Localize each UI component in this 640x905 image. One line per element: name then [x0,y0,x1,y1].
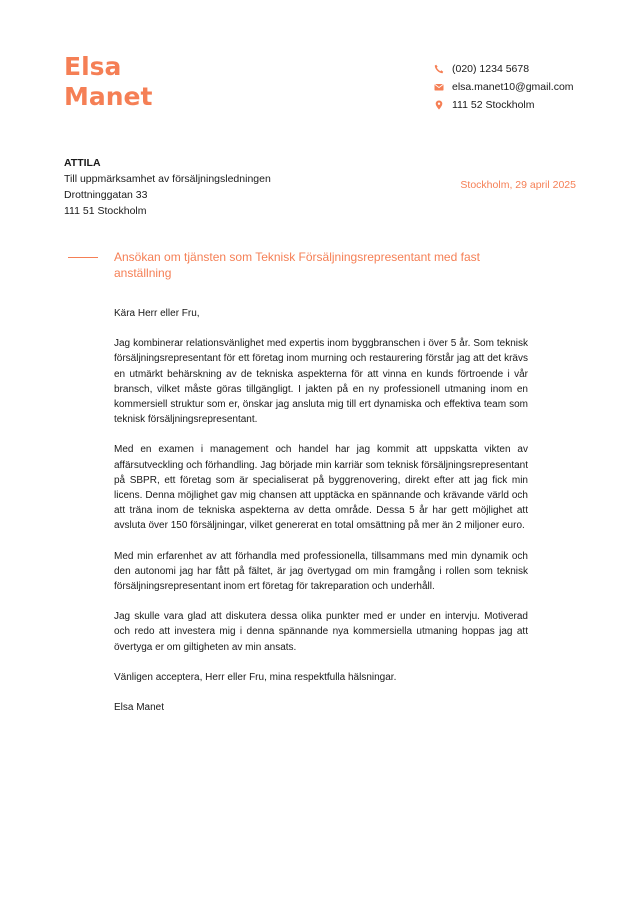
letter-date: Stockholm, 29 april 2025 [460,179,576,191]
recipient-street: Drottninggatan 33 [64,189,148,201]
letter-paragraph-2: Med en examen i management och handel har jag kommit att uppskatta vikten av affärsutveckling och förhandling. Jag började min karriär som teknisk försäljningsrepresentant på SBPR, ett företag som är specialiserat på byggrenovering, direkt efter att jag fick min licens. Denna möjlighet gav mig chansen att upptäcka en spännande och krävande värld och att träna inom de tekniska aspekterna av detta område. Dessa 5 år har gett möjlighet att avsluta över 150 försäljningar, vilket genererat en total omsättning på mer än 2 miljoner euro. [114,444,528,532]
contact-email-row [434,78,574,96]
letter-subject: Ansökan om tjänsten som Teknisk Försäljningsrepresentant med fast anställning [114,250,480,280]
letter-closing: Vänligen acceptera, Herr eller Fru, mina respektfulla hälsningar. [114,671,397,683]
recipient-city: 111 51 Stockholm [64,205,147,217]
recipient-attention: Till uppmärksamhet av försäljningsledningen [64,173,271,185]
contact-address: 111 52 Stockholm [452,99,535,111]
letter-body [114,306,528,715]
sender-first-name: Elsa [64,52,122,81]
letter-greeting: Kära Herr eller Fru, [114,308,200,319]
location-pin-icon [434,100,444,110]
phone-icon [434,64,444,74]
contact-email[interactable]: elsa.manet10@gmail.com [452,81,574,93]
sender-name [64,52,152,112]
recipient-block [64,155,271,219]
contact-address-row [434,96,574,114]
letter-paragraph-4: Jag skulle vara glad att diskutera dessa olika punkter med er under en intervju. Motiverad och redo att investera mig i denna spännande nya kommersiella utmaning hoppas jag att övertyga er om giltigheten av min ansats. [114,611,528,653]
subject-divider [68,257,98,258]
letter-signature: Elsa Manet [114,702,165,714]
letter-paragraph-1: Jag kombinerar relationsvänlighet med expertis inom byggbranschen i över 5 år. Som teknisk försäljningsrepresentant för ett företag inom murning och restaurering förstår jag att det krävs en utmärkt behärskning av de tekniska aspekterna för att vinna en kunds förtroende i vår bransch, vilket måste göras tillgängligt. I jakten på en ny professionell utmaning inom en kommersiell struktur som er, önskar jag ansluta mig till ert dynamiska och effektiva team som teknisk försäljningsrepresentant. [114,338,528,426]
sender-last-name: Manet [64,82,153,111]
contact-block [434,60,574,114]
envelope-icon [434,82,444,92]
recipient-company: ATTILA [64,157,101,169]
contact-phone-row [434,60,574,78]
contact-phone: (020) 1234 5678 [452,63,530,75]
letter-paragraph-3: Med min erfarenhet av att förhandla med professionella, tillsammans med min dynamik och den autonomi jag har fått på fältet, är jag övertygad om min framgång i rollen som teknisk försäljningsrepresentant inom ert företag för takreparation och underhåll. [114,550,528,593]
